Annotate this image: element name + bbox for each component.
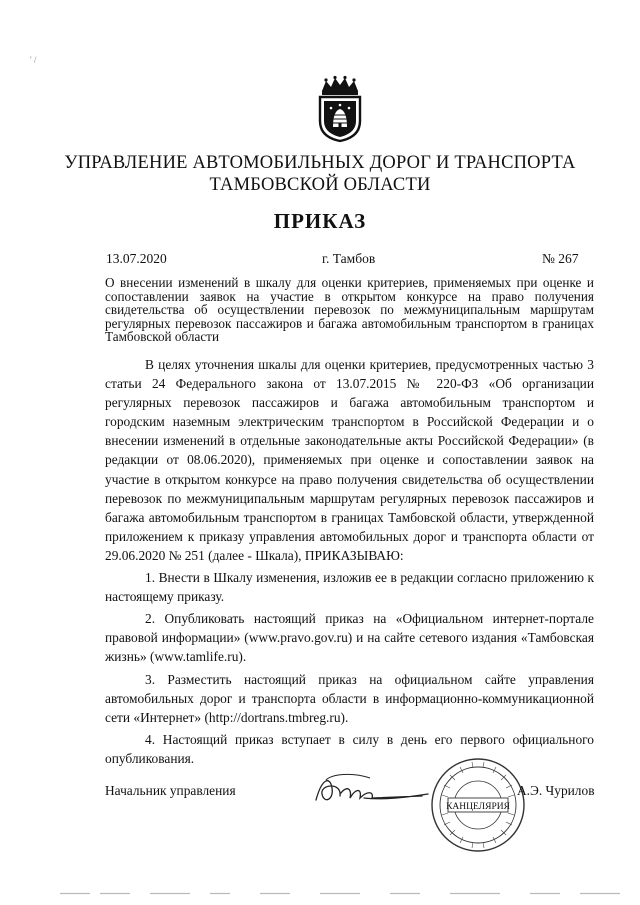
order-date: 13.07.2020 [106,251,167,266]
preamble-paragraph: В целях уточнения шкалы для оценки критериев, предусмотренных частью 3 статьи 24 Федерального закона от 13.07.2015 № 220-ФЗ «Об организации регулярных перевозок пассажиров и багажа автомобильным транспортом и городским наземным электрическим транспортом в Российской Федерации и о внесении изменений в отдельные законодательные акты Российской Федерации» (в редакции от 08.06.2020), применяемых при оценке и сопоставлении заявок на участие в открытом конкурсе на право получения свидетельства об осуществлении перевозок по межмуниципальным маршрутам регулярных перевозок пассажиров и багажа автомобильным транспортом в границах Тамбовской области, утвержденной приложением к приказу управления автомобильных дорог и транспорта области от 29.06.2020 № 251 (далее - Шкала), ПРИКАЗЫВАЮ: [105,357,594,563]
order-body [105,355,594,768]
order-number: № 267 [542,251,579,266]
scan-edge-artifact [60,892,620,895]
organization-line-2: ТАМБОВСКОЙ ОБЛАСТИ [209,175,431,195]
order-point-1: 1. Внести в Шкалу изменения, изложив ее в редакции согласно приложению к настоящему приказу. [105,570,594,605]
handwritten-signature [312,770,432,810]
office-stamp-seal [428,755,528,855]
signer-name: А.Э. Чурилов [517,783,595,798]
coat-of-arms-icon [316,75,364,143]
organization-line-1: УПРАВЛЕНИЕ АВТОМОБИЛЬНЫХ ДОРОГ И ТРАНСПОРТА [64,153,576,173]
order-point-2: 2. Опубликовать настоящий приказ на «Официальном интернет-портале правовой информации» (www.pravo.gov.ru) и на сайте сетевого издания «Тамбовская жизнь» (www.tamlife.ru). [105,611,594,665]
order-subject: О внесении изменений в шкалу для оценки критериев, применяемых при оценке и сопоставлении заявок на участие в открытом конкурсе на право получения свидетельства об осуществлении перевозок по межмуниципальным маршрутам регулярных перевозок пассажиров и багажа автомобильным транспортом в границах Тамбовской области [105,275,594,344]
order-point-4: 4. Настоящий приказ вступает в силу в день его первого официального опубликования. [105,731,594,766]
signer-position: Начальник управления [105,783,236,798]
stamp-label: КАНЦЕЛЯРИЯ [446,802,510,812]
document-type-title: ПРИКАЗ [273,209,367,233]
order-point-3: 3. Разместить настоящий приказ на официальном сайте управления автомобильных дорог и транспорта области в информационно-коммуникационной сети «Интернет» (http://dortrans.tmbreg.ru). [105,671,594,725]
organization-name [0,152,640,196]
order-city: г. Тамбов [322,251,376,266]
scan-mark: ' / [30,55,37,65]
